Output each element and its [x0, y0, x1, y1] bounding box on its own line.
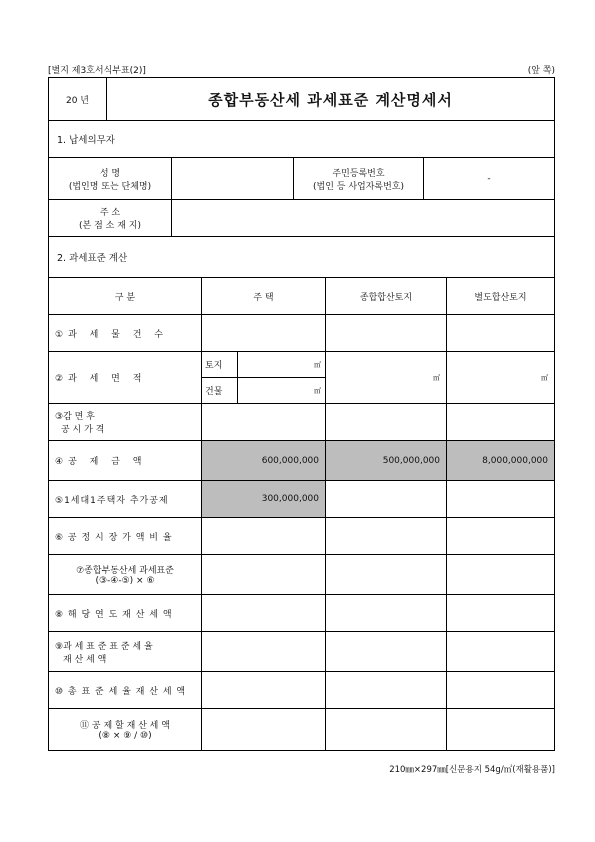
row3-line1: ③감 면 후: [55, 412, 95, 422]
house-deduction: 600,000,000: [201, 441, 325, 480]
combined-land-property-tax[interactable]: [325, 595, 446, 631]
combined-land-standard-rate-tax[interactable]: [325, 632, 446, 671]
row3-line2: 공 시 가 격: [61, 425, 105, 435]
row11-line1: ⑪ 공 제 할 재 산 세 액: [80, 721, 170, 731]
house-single-home-deduction: 300,000,000: [201, 481, 325, 517]
combined-land-total-standard-tax[interactable]: [325, 672, 446, 708]
house-tax-base[interactable]: [201, 555, 325, 594]
separate-land-assessed-price[interactable]: [446, 404, 554, 440]
col-header-separate-land: 별도합산토지: [446, 278, 554, 314]
id-label-line2: (법인 등 사업자록번호): [313, 181, 404, 192]
separate-land-fair-market-ratio[interactable]: [446, 518, 554, 554]
tax-form: [48, 77, 555, 751]
row-label-tax-base: [49, 555, 201, 594]
row-label-taxable-items: ①과 세 물 건 수: [55, 329, 168, 340]
combined-land-area-field[interactable]: ㎡: [325, 352, 446, 403]
name-label: [49, 158, 171, 199]
combined-land-deductible-tax[interactable]: [325, 709, 446, 750]
name-field[interactable]: [171, 158, 293, 199]
house-deductible-tax[interactable]: [201, 709, 325, 750]
house-property-tax[interactable]: [201, 595, 325, 631]
house-total-standard-tax[interactable]: [201, 672, 325, 708]
combined-land-taxable-items[interactable]: [325, 315, 446, 351]
row7-line2: (③-④-⑤) × ⑥: [95, 576, 155, 586]
col-header-house: 주 택: [201, 278, 325, 314]
page-side-label: (앞 쪽): [527, 66, 555, 76]
sub-label-building: 건물: [202, 378, 238, 403]
section1-heading: 1. 납세의무자: [57, 135, 115, 146]
row7-line1: ⑦종합부동산세 과세표준: [76, 566, 174, 576]
sub-label-land: 토지: [202, 352, 238, 377]
id-label-line1: 주민등록번호: [332, 168, 385, 179]
address-label-line2: (본 점 소 재 지): [79, 221, 141, 231]
form-title: 종합부동산세 과세표준 계산명세서: [106, 78, 554, 120]
separate-land-area-field[interactable]: ㎡: [446, 352, 554, 403]
combined-land-tax-base[interactable]: [325, 555, 446, 594]
house-building-area-field[interactable]: ㎡: [314, 386, 321, 395]
row9-line2: 재 산 세 액: [63, 654, 107, 665]
combined-land-assessed-price[interactable]: [325, 404, 446, 440]
separate-land-total-standard-tax[interactable]: [446, 672, 554, 708]
house-area-split: [201, 352, 325, 403]
row-label-property-tax: ⑧ 해 당 연 도 재 산 세 액: [55, 609, 173, 620]
row-label-deductible-tax: [49, 709, 201, 750]
separate-land-tax-base[interactable]: [446, 555, 554, 594]
row-label-assessed-price: [49, 404, 201, 440]
combined-land-fair-market-ratio[interactable]: [325, 518, 446, 554]
col-header-category: 구 분: [114, 292, 136, 303]
combined-land-deduction: 500,000,000: [325, 441, 446, 480]
separate-land-standard-rate-tax[interactable]: [446, 632, 554, 671]
form-reference: [별지 제3호서식부표(2)]: [48, 66, 146, 76]
row9-line1: ⑨과 세 표 준 표 준 세 율: [55, 641, 153, 652]
house-assessed-price[interactable]: [201, 404, 325, 440]
house-land-area-field[interactable]: ㎡: [314, 360, 321, 369]
col-header-combined-land: 종합합산토지: [325, 278, 446, 314]
address-label-line1: 주 소: [99, 208, 121, 218]
id-field[interactable]: -: [423, 158, 554, 199]
row-label-taxable-area: ②과 세 면 적: [55, 374, 147, 384]
row11-line2: (⑧ × ⑨ / ⑩): [98, 731, 152, 741]
combined-land-single-home-deduction[interactable]: [325, 481, 446, 517]
row-label-single-home-deduction: ⑤1세대1주택자 추가공제: [55, 495, 169, 506]
house-fair-market-ratio[interactable]: [201, 518, 325, 554]
year-cell[interactable]: 20 년: [65, 95, 89, 106]
row-label-total-standard-tax: ⑩ 총 표 준 세 율 재 산 세 액: [55, 686, 187, 697]
row-label-fair-market-ratio: ⑥ 공 정 시 장 가 액 비 율: [55, 532, 173, 543]
paper-spec-note: 210㎜×297㎜[신문용지 54g/㎡(재활용품)]: [389, 765, 555, 775]
separate-land-property-tax[interactable]: [446, 595, 554, 631]
separate-land-deduction: 8,000,000,000: [446, 441, 554, 480]
name-label-line1: 성 명: [99, 168, 121, 179]
address-field[interactable]: [171, 200, 554, 236]
id-label: [293, 158, 423, 199]
house-standard-rate-tax[interactable]: [201, 632, 325, 671]
section2-heading: 2. 과세표준 계산: [57, 253, 128, 264]
separate-land-deductible-tax[interactable]: [446, 709, 554, 750]
address-label: [49, 200, 171, 236]
house-taxable-items[interactable]: [201, 315, 325, 351]
row-label-deduction: ④공 제 금 액: [55, 457, 147, 467]
name-label-line2: (법인명 또는 단체명): [68, 181, 152, 192]
separate-land-single-home-deduction[interactable]: [446, 481, 554, 517]
row-label-standard-rate-tax: [49, 632, 201, 671]
separate-land-taxable-items[interactable]: [446, 315, 554, 351]
